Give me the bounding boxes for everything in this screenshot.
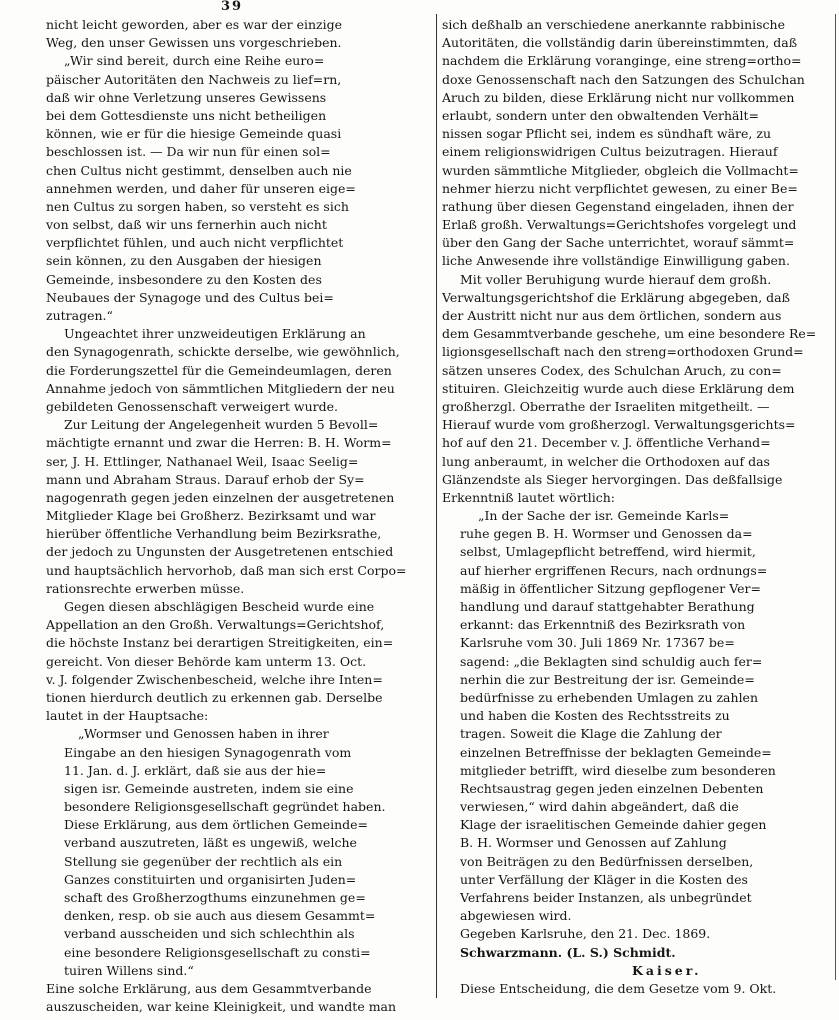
text-line: mächtigte ernannt und zwar die Herren: B. H. Worm= <box>46 435 392 451</box>
text-line: liche Anwesende ihre vollständige Einwilligung gaben. <box>442 253 790 269</box>
quote-line: sagend: „die Beklagten sind schuldig auch fer= <box>460 653 763 669</box>
column-divider <box>436 14 437 998</box>
quote-line: nerhin die zur Bestreitung der isr. Gemeinde= <box>460 671 755 687</box>
text-line: hierüber öffentliche Verhandlung beim Bezirksrathe, <box>46 526 382 542</box>
text-line: hof auf den 21. December v. J. öffentliche Verhand= <box>442 435 771 451</box>
quote-line: verwiesen,“ wird dahin abgeändert, daß die <box>460 799 739 815</box>
dateline: Gegeben Karlsruhe, den 21. Dec. 1869. <box>460 926 711 942</box>
text-line: gereicht. Von dieser Behörde kam unterm 13. Oct. <box>46 653 367 669</box>
text-line: Appellation an den Großh. Verwaltungs=Gerichtshof, <box>46 617 385 633</box>
quote-line: mitglieder betrifft, wird dieselbe zum besonderen <box>460 762 776 778</box>
text-line: erlaubt, sondern unter den obwaltenden Verhält= <box>442 107 759 123</box>
right-text-column <box>442 16 831 1004</box>
quote-line: unter Verfällung der Kläger in die Kosten des <box>460 871 748 887</box>
text-line: Erkenntniß lautet wörtlich: <box>442 489 615 505</box>
text-line: Erlaß großh. Verwaltungs=Gerichtshofes vorgelegt und <box>442 217 797 233</box>
text-line: Neubaues der Synagoge und des Cultus bei= <box>46 289 334 305</box>
quote-line: denken, resp. ob sie auch aus diesem Gesammt= <box>64 908 376 924</box>
quote-line: B. H. Wormser und Genossen auf Zahlung <box>460 835 727 851</box>
text-line: Diese Entscheidung, die dem Gesetze vom 9. Okt. <box>460 980 777 996</box>
signature-line: Schwarzmann. (L. S.) Schmidt. <box>460 944 676 960</box>
text-line: der jedoch zu Ungunsten der Ausgetretenen entschied <box>46 544 394 560</box>
text-line: die höchste Instanz bei derartigen Streitigkeiten, ein= <box>46 635 394 651</box>
text-line: Ungeachtet ihrer unzweideutigen Erklärung an <box>64 326 366 342</box>
text-line: einem religionswidrigen Cultus beizutragen. Hierauf <box>442 144 778 160</box>
text-line: rathung über diesen Gegenstand eingeladen, ihnen der <box>442 198 794 214</box>
text-line: verpflichtet fühlen, und auch nicht verpflichtet <box>46 235 344 251</box>
quote-line: und haben die Kosten des Rechtsstreits zu <box>460 708 730 724</box>
text-line: Aruch zu bilden, diese Erklärung nicht nur vollkommen <box>442 89 795 105</box>
quote-line: Klage der israelitischen Gemeinde dahier gegen <box>460 817 767 833</box>
text-line: Gemeinde, insbesondere zu den Kosten des <box>46 271 322 287</box>
text-line: wurden sämmtliche Mitglieder, obgleich die Vollmacht= <box>442 162 799 178</box>
quote-line: 11. Jan. d. J. erklärt, daß sie aus der hie= <box>64 762 327 778</box>
quote-line: selbst, Umlagepflicht betreffend, wird hiermit, <box>460 544 756 560</box>
signature-line: Kaiser. <box>632 962 702 978</box>
quote-line: besondere Religionsgesellschaft gegründet haben. <box>64 799 386 815</box>
text-line: päischer Autoritäten den Nachweis zu lief=rn, <box>46 71 342 87</box>
text-line: Annahme jedoch von sämmtlichen Mitgliedern der neu <box>46 380 395 396</box>
text-line: Autoritäten, die vollständig darin übereinstimmten, daß <box>442 35 798 51</box>
text-line: ser, J. H. Ettlinger, Nathanael Weil, Isaac Seelig= <box>46 453 359 469</box>
quote-line: tragen. Soweit die Klage die Zahlung der <box>460 726 722 742</box>
text-line: nissen sogar Pflicht sei, indem es sündhaft wäre, zu <box>442 126 772 142</box>
text-line: sein können, zu den Ausgaben der hiesigen <box>46 253 322 269</box>
text-line: Mit voller Beruhigung wurde hierauf dem großh. <box>460 271 772 287</box>
text-line: nagogenrath gegen jeden einzelnen der ausgetretenen <box>46 489 395 505</box>
text-line: ligionsgesellschaft nach den streng=orthodoxen Grund= <box>442 344 804 360</box>
text-line: über den Gang der Sache unterrichtet, worauf sämmt= <box>442 235 795 251</box>
quote-line: „Wormser und Genossen haben in ihrer <box>78 726 329 742</box>
text-line: lung anberaumt, in welcher die Orthodoxen auf das <box>442 453 770 469</box>
text-line: doxe Genossenschaft nach den Satzungen des Schulchan <box>442 71 805 87</box>
quote-line: erkannt: das Erkenntniß des Bezirksrath von <box>460 617 746 633</box>
quote-line: „In der Sache der isr. Gemeinde Karls= <box>478 508 730 524</box>
text-line: sätzen unseres Codex, des Schulchan Aruch, zu con= <box>442 362 782 378</box>
text-line: mann und Abraham Straus. Darauf erhob der Sy= <box>46 471 365 487</box>
text-line: nachdem die Erklärung voranginge, eine streng=ortho= <box>442 53 802 69</box>
text-line: Verwaltungsgerichtshof die Erklärung abgegeben, daß <box>442 289 790 305</box>
text-line: großherzgl. Oberrathe der Israeliten mitgetheilt. — <box>442 398 770 414</box>
text-line: annehmen werden, und daher für unseren eige= <box>46 180 356 196</box>
text-line: die Forderungszettel für die Gemeindeumlagen, deren <box>46 362 392 378</box>
right-page-edge-rule <box>835 14 836 980</box>
text-line: Zur Leitung der Angelegenheit wurden 5 Bevoll= <box>64 417 379 433</box>
text-line: zutragen.“ <box>46 308 113 323</box>
quote-line: Karlsruhe vom 30. Juli 1869 Nr. 17367 be= <box>460 635 735 651</box>
quote-line: von Beiträgen zu den Bedürfnissen derselben, <box>460 853 754 869</box>
text-line: Weg, den unser Gewissen uns vorgeschrieben. <box>46 35 342 51</box>
text-line: und hauptsächlich hervorhob, daß man sich erst Corpo= <box>46 562 407 578</box>
text-line: rationsrechte erwerben müsse. <box>46 580 245 596</box>
text-line: daß wir ohne Verletzung unseres Gewissens <box>46 89 327 105</box>
quote-line: handlung und darauf stattgehabter Berathung <box>460 599 755 614</box>
quote-line: tuiren Willens sind.“ <box>64 962 194 978</box>
quote-line: auf hierher ergriffenen Recurs, nach ordnungs= <box>460 562 768 578</box>
text-line: nicht leicht geworden, aber es war der einzige <box>46 17 342 32</box>
quote-line: abgewiesen wird. <box>460 908 572 924</box>
text-line: der Austritt nicht nur aus dem örtlichen, sondern aus <box>442 308 782 323</box>
text-line: auszuscheiden, war keine Kleinigkeit, und wandte man <box>46 999 397 1015</box>
quote-line: verband auszutreten, läßt es ungewiß, welche <box>64 835 357 851</box>
text-line: nen Cultus zu sorgen haben, so versteht es sich <box>46 198 349 214</box>
text-line: lautet in der Hauptsache: <box>46 708 209 724</box>
text-line: „Wir sind bereit, durch eine Reihe euro= <box>64 53 325 69</box>
text-line: Hierauf wurde vom großherzogl. Verwaltungsgerichts= <box>442 417 796 433</box>
quote-line: Verfahrens beider Instanzen, als unbegründet <box>460 890 752 905</box>
text-line: bei dem Gottesdienste uns nicht betheiligen <box>46 107 327 123</box>
text-line: v. J. folgender Zwischenbescheid, welche ihre Inten= <box>46 671 383 687</box>
quote-line: Stellung sie gegenüber der rechtlich als ein <box>64 853 343 869</box>
text-line: Gegen diesen abschlägigen Bescheid wurde eine <box>64 599 375 614</box>
quote-line: Rechtsaustrag gegen jeden einzelnen Debenten <box>460 780 764 796</box>
quote-line: bedürfnisse zu erhebenden Umlagen zu zahlen <box>460 689 759 705</box>
quote-line: eine besondere Religionsgesellschaft zu consti= <box>64 944 371 960</box>
quote-line: mäßig in öffentlicher Sitzung gepflogener Ver= <box>460 580 761 596</box>
quote-line: Eingabe an den hiesigen Synagogenrath vom <box>64 744 352 760</box>
text-line: chen Cultus nicht gestimmt, denselben auch nie <box>46 162 352 178</box>
left-text-column <box>46 16 432 1015</box>
text-line: von selbst, daß wir uns fernerhin auch nicht <box>46 217 327 233</box>
text-line: dem Gesammtverbande geschehe, um eine besondere Re= <box>442 326 817 342</box>
quote-line: einzelnen Betreffnisse der beklagten Gemeinde= <box>460 744 772 760</box>
text-line: Eine solche Erklärung, aus dem Gesammtverbande <box>46 980 372 996</box>
text-line: Mitglieder Klage bei Großherz. Bezirksamt und war <box>46 508 376 524</box>
text-line: nehmer hierzu nicht verpflichtet gewesen, zu einer Be= <box>442 180 798 196</box>
text-line: beschlossen ist. — Da wir nun für einen sol= <box>46 144 331 160</box>
text-line: den Synagogenrath, schickte derselbe, wie gewöhnlich, <box>46 344 400 360</box>
quote-line: sigen isr. Gemeinde austreten, indem sie eine <box>64 780 354 796</box>
text-line: können, wie er für die hiesige Gemeinde quasi <box>46 126 342 142</box>
quote-line: Diese Erklärung, aus dem örtlichen Gemeinde= <box>64 817 369 833</box>
text-line: stituiren. Gleichzeitig wurde auch diese Erklärung dem <box>442 380 795 396</box>
quote-line: Ganzes constituirten und organisirten Juden= <box>64 871 357 887</box>
text-line: gebildeten Genossenschaft verweigert wurde. <box>46 398 339 414</box>
text-line: sich deßhalb an verschiedene anerkannte rabbinische <box>442 17 785 32</box>
quote-line: ruhe gegen B. H. Wormser und Genossen da= <box>460 526 753 542</box>
quote-line: schaft des Großherzogthums einzunehmen ge= <box>64 890 366 905</box>
text-line: tionen hierdurch deutlich zu erkennen gab. Derselbe <box>46 689 383 705</box>
text-line: Glänzendste als Sieger hervorgingen. Das deßfallsige <box>442 471 783 487</box>
quote-line: verband ausscheiden und sich schlechthin als <box>64 926 355 942</box>
page-number: 39 <box>220 0 244 14</box>
